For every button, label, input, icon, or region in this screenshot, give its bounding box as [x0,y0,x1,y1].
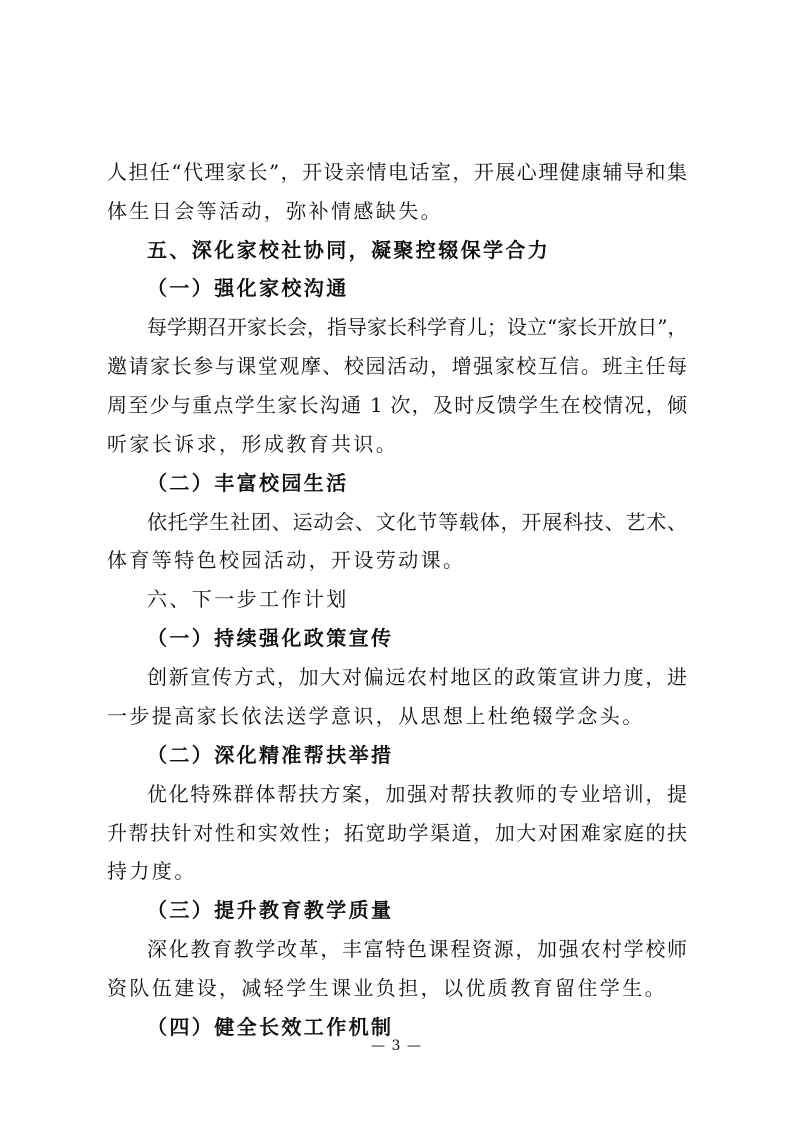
paragraph-line: 升帮扶针对性和实效性；拓宽助学渠道，加大对困难家庭的扶 [107,821,687,845]
paragraph-line: 周至少与重点学生家长沟通 1 次，及时反馈学生在校情况，倾 [107,393,687,417]
paragraph-line: 体育等特色校园活动，开设劳动课。 [107,548,466,572]
subsection-heading: （二）深化精准帮扶举措 [147,743,394,767]
paragraph-line: 持力度。 [107,859,197,883]
paragraph-line: 每学期召开家长会，指导家长科学育儿；设立“家长开放日”， [147,315,688,339]
paragraph-line: 人担任“代理家长”，开设亲情电话室，开展心理健康辅导和集 [107,160,687,184]
paragraph-line: 优化特殊群体帮扶方案，加强对帮扶教师的专业培训，提 [147,782,687,806]
paragraph-line: 创新宣传方式，加大对偏远农村地区的政策宣讲力度，进 [147,665,687,689]
subsection-heading: （二）丰富校园生活 [147,471,349,495]
subsection-heading: （四）健全长效工作机制 [147,1015,394,1039]
paragraph-line: 依托学生社团、运动会、文化节等载体，开展科技、艺术、 [147,510,687,534]
paragraph-line: 深化教育教学改革，丰富特色课程资源，加强农村学校师 [147,937,687,961]
section-heading: 六、下一步工作计划 [147,587,349,611]
paragraph-line: 一步提高家长依法送学意识，从思想上杜绝辍学念头。 [107,704,645,728]
paragraph-line: 邀请家长参与课堂观摩、校园活动，增强家校互信。班主任每 [107,354,687,378]
paragraph-line: 听家长诉求，形成教育共识。 [107,432,399,456]
subsection-heading: （一）持续强化政策宣传 [147,626,394,650]
page-number: — 3 — [371,1038,422,1054]
paragraph-line: 体生日会等活动，弥补情感缺失。 [107,199,443,223]
subsection-heading: （三）提升教育教学质量 [147,898,394,922]
subsection-heading: （一）强化家校沟通 [147,276,349,300]
section-heading: 五、深化家校社协同，凝聚控辍保学合力 [147,238,551,262]
paragraph-line: 资队伍建设，减轻学生课业负担，以优质教育留住学生。 [107,976,667,1000]
